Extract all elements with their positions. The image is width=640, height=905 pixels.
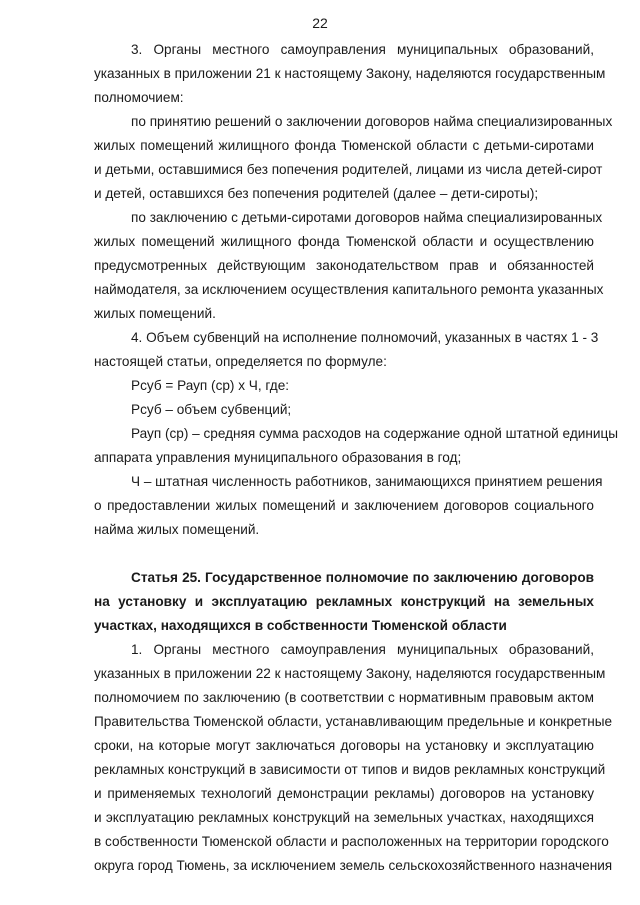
text-line: Правительства Тюменской области, устанавливающим предельные и конкретные <box>94 714 613 729</box>
article-heading: на установку и эксплуатацию рекламных конструкций на земельных <box>94 594 594 609</box>
text-line: жилых помещений жилищного фонда Тюменской области с детьми-сиротами <box>94 138 594 153</box>
formula-line: Рсуб = Рауп (ср) х Ч, где: <box>131 378 290 393</box>
article-heading: участках, находящихся в собственности Тюменской области <box>94 618 507 633</box>
text-line: по заключению с детьми-сиротами договоров найма специализированных <box>131 210 603 225</box>
text-line: полномочием: <box>94 90 184 105</box>
formula-definition: Ч – штатная численность работников, занимающихся принятием решения <box>131 474 603 489</box>
text-line: полномочием по заключению (в соответствии с нормативным правовым актом <box>94 690 594 705</box>
text-line: указанных в приложении 22 к настоящему Закону, наделяются государственным <box>94 666 606 681</box>
text-line: аппарата управления муниципального образования в год; <box>94 450 462 465</box>
text-line: и детей, оставшихся без попечения родителей (далее – дети-сироты); <box>94 186 539 201</box>
article-heading: Статья 25. Государственное полномочие по заключению договоров <box>131 570 594 585</box>
text-line: 4. Объем субвенций на исполнение полномочий, указанных в частях 1 - 3 <box>131 330 599 345</box>
text-line: 1. Органы местного самоуправления муниципальных образований, <box>131 642 594 657</box>
text-line: наймодателя, за исключением осуществления капитального ремонта указанных <box>94 282 604 297</box>
text-line: о предоставлении жилых помещений и заключением договоров социального <box>94 498 594 513</box>
text-line: и применяемых технологий демонстрации рекламы) договоров на установку <box>94 786 594 801</box>
text-line: в собственности Тюменской области и расположенных на территории городского <box>94 834 609 849</box>
text-line: сроки, на которые могут заключаться договоры на установку и эксплуатацию <box>94 738 594 753</box>
text-line: предусмотренных действующим законодательством прав и обязанностей <box>94 258 594 273</box>
text-line: 3. Органы местного самоуправления муниципальных образований, <box>131 42 594 57</box>
text-line: указанных в приложении 21 к настоящему Закону, наделяются государственным <box>94 66 606 81</box>
text-line: и детьми, оставшимися без попечения родителей, лицами из числа детей-сирот <box>94 162 603 177</box>
text-line: и эксплуатацию рекламных конструкций на земельных участках, находящихся <box>94 810 594 825</box>
text-line: округа город Тюмень, за исключением земель сельскохозяйственного назначения <box>94 858 613 873</box>
text-line: жилых помещений. <box>94 306 216 321</box>
text-line: жилых помещений жилищного фонда Тюменской области и осуществлению <box>94 234 594 249</box>
text-line: рекламных конструкций в зависимости от типов и видов рекламных конструкций <box>94 762 606 777</box>
text-line: настоящей статьи, определяется по формуле: <box>94 354 387 369</box>
text-line: по принятию решений о заключении договоров найма специализированных <box>131 114 613 129</box>
text-line: найма жилых помещений. <box>94 522 260 537</box>
formula-definition: Рауп (ср) – средняя сумма расходов на содержание одной штатной единицы <box>131 426 618 441</box>
formula-definition: Рсуб – объем субвенций; <box>131 402 292 417</box>
page-number: 22 <box>312 15 328 31</box>
